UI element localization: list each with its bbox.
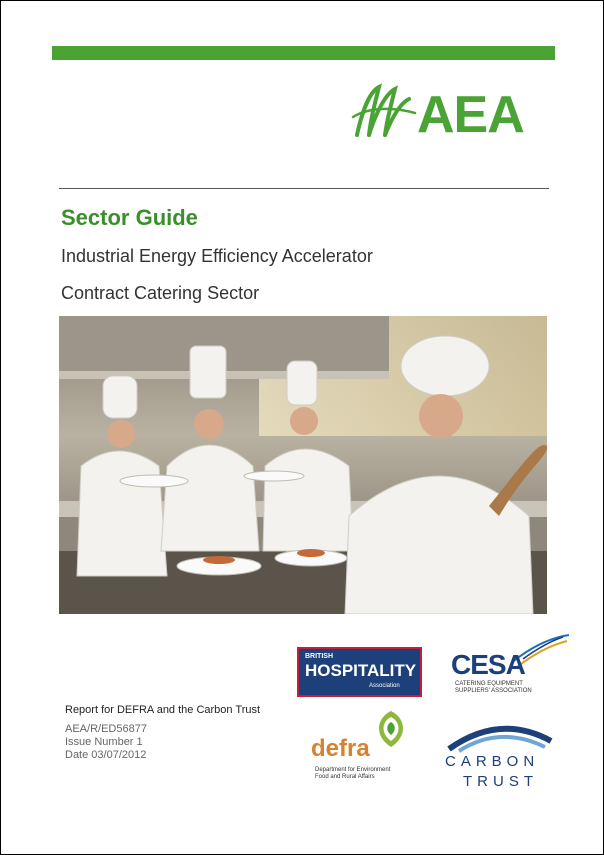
cesa-logo-wordmark: CESA	[451, 649, 525, 680]
report-date: Date 03/07/2012	[65, 749, 147, 761]
report-reference: AEA/R/ED56877	[65, 723, 147, 735]
aea-logo-text: AEA	[417, 86, 524, 144]
document-title: Sector Guide	[61, 205, 198, 230]
cover-photo-chefs-kitchen	[59, 316, 547, 614]
defra-logo	[307, 709, 417, 789]
defra-logo-wordmark: defra	[311, 735, 370, 762]
carbon-trust-wordmark-line2: TRUST	[463, 773, 538, 790]
carbon-trust-arc-icon	[445, 719, 555, 753]
defra-logo-subtitle: Department for Environment Food and Rural Affairs	[315, 767, 391, 780]
report-for-line: Report for DEFRA and the Carbon Trust	[65, 704, 261, 716]
carbon-trust-logo	[441, 717, 556, 795]
defra-leaf-icon	[371, 709, 411, 749]
cesa-logo-subtitle: CATERING EQUIPMENT SUPPLIERS' ASSOCIATION	[455, 681, 532, 694]
aea-swirl-icon	[349, 77, 419, 147]
cesa-logo	[451, 633, 571, 703]
bha-logo-line1: BRITISH	[305, 653, 333, 660]
document-subtitle-sector: Contract Catering Sector	[61, 283, 260, 303]
header-divider	[59, 188, 549, 189]
aea-logo	[349, 77, 549, 147]
bha-logo-line2: HOSPITALITY	[305, 661, 417, 680]
british-hospitality-association-logo	[297, 647, 422, 697]
green-header-bar	[52, 46, 555, 60]
bha-logo-line3: Association	[369, 683, 400, 689]
report-metadata	[65, 723, 147, 762]
report-issue: Issue Number 1	[65, 736, 143, 748]
document-subtitle-programme: Industrial Energy Efficiency Accelerator	[61, 246, 373, 266]
carbon-trust-wordmark-line1: CARBON	[445, 753, 540, 770]
